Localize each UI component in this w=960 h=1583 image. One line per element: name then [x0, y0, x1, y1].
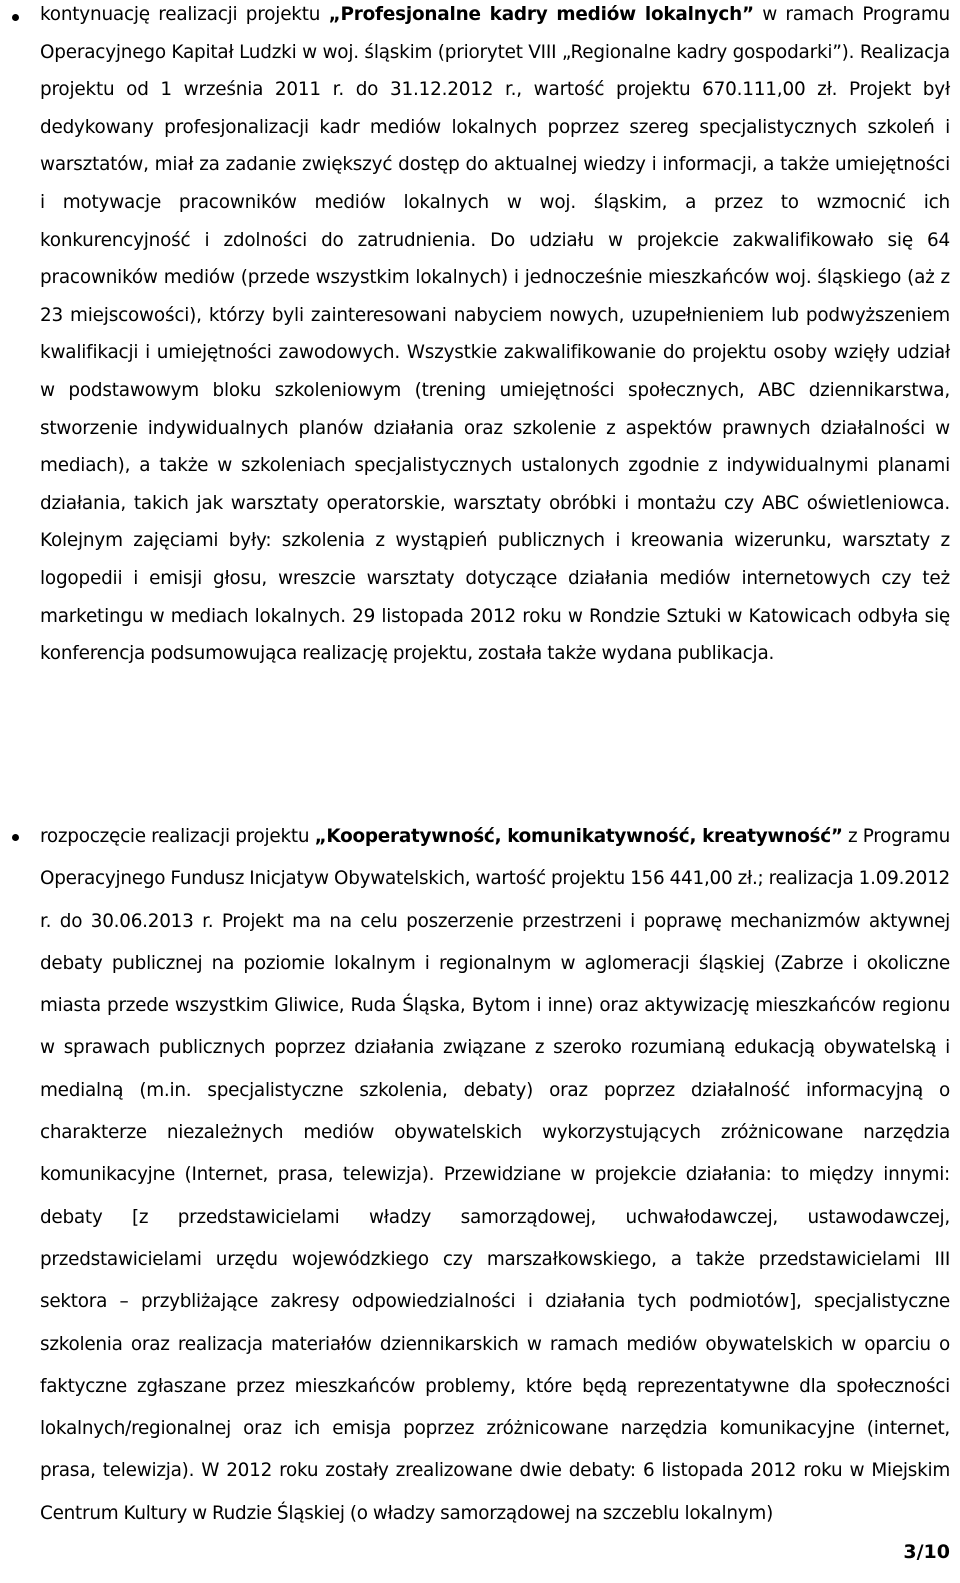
item-intro: rozpoczęcie realizacji projektu [40, 826, 315, 847]
bullet-icon [12, 834, 19, 841]
bullet-icon [12, 14, 19, 21]
paragraph-kooperatywnosc [40, 816, 950, 1535]
project-title: „Profesjonalne kadry mediów lokalnych” [328, 4, 754, 25]
page-number: 3/10 [903, 1541, 950, 1563]
project-title: „Kooperatywność, komunikatywność, kreatywność” [314, 826, 843, 847]
paragraph-profesjonalne-kadry [40, 0, 950, 673]
item-body: w ramach Programu Operacyjnego Kapitał Ludzki w woj. śląskim (priorytet VIII „Regionalne kadry gospodarki”). Realizacja projektu od 1 września 2011 r. do 31.12.2012 r., wartość projektu 670.111,00 zł. Projekt był dedykowany profesjonalizacji kadr mediów lokalnych poprzez szereg specjalistycznych szkoleń i warsztatów, miał za zadanie zwiększyć dostęp do aktualnej wiedzy i informacji, a także umiejętności i motywacje pracowników mediów lokalnych w woj. śląskim, a przez to wzmocnić ich konkurencyjność i zdolności do zatrudnienia. Do udziału w projekcie zakwalifikowało się 64 pracowników mediów (przede wszystkim lokalnych) i jednocześnie mieszkańców woj. śląskiego (aż z 23 miejscowości), którzy byli zainteresowani nabyciem nowych, uzupełnieniem lub podwyższeniem kwalifikacji i umiejętności zawodowych. Wszystkie zakwalifikowanie do projektu osoby wzięły udział w podstawowym bloku szkoleniowym (trening umiejętności społecznych, ABC dziennikarstwa, stworzenie indywidualnych planów działania oraz szkolenie z aspektów prawnych działalności w mediach), a także w szkoleniach specjalistycznych ustalonych zgodnie z indywidualnymi planami działania, takich jak warsztaty operatorskie, warsztaty obróbki i montażu czy ABC oświetleniowca. Kolejnym zajęciami były: szkolenia z wystąpień publicznych i kreowania wizerunku, warsztaty z logopedii i emisji głosu, wreszcie warsztaty dotyczące działania mediów internetowych czy też marketingu w mediach lokalnych. 29 listopada 2012 roku w Rondzie Sztuki w Katowicach odbyła się konferencja podsumowująca realizację projektu, została także wydana publikacja. [40, 4, 950, 665]
item-intro: kontynuację realizacji projektu [40, 4, 329, 25]
item-body: z Programu Operacyjnego Fundusz Inicjatyw Obywatelskich, wartość projektu 156 441,00 zł.; realizacja 1.09.2012 r. do 30.06.2013 r. Projekt ma na celu poszerzenie przestrzeni i poprawę mechanizmów aktywnej debaty publicznej na poziomie lokalnym i regionalnym w aglomeracji śląskiej (Zabrze i okoliczne miasta przede wszystkim Gliwice, Ruda Śląska, Bytom i inne) oraz aktywizację mieszkańców regionu w sprawach publicznych poprzez działania związane z szeroko rozumianą edukacją obywatelską i medialną (m.in. specjalistyczne szkolenia, debaty) oraz poprzez działalność informacyjną o charakterze niezależnych mediów obywatelskich wykorzystujących zróżnicowane narzędzia komunikacyjne (Internet, prasa, telewizja). Przewidziane w projekcie działania: to między innymi: debaty [z przedstawicielami władzy samorządowej, uchwałodawczej, ustawodawczej, przedstawicielami urzędu wojewódzkiego czy marszałkowskiego, a także przedstawicielami III sektora – przybliżające zakresy odpowiedzialności i działania tych podmiotów], specjalistyczne szkolenia oraz realizacja materiałów dziennikarskich w ramach mediów obywatelskich w oparciu o faktyczne zgłaszane przez mieszkańców problemy, które będą reprezentatywne dla społeczności lokalnych/regionalnej oraz ich emisja poprzez zróżnicowane narzędzia komunikacyjne (internet, prasa, telewizja). W 2012 roku zostały zrealizowane dwie debaty: 6 listopada 2012 roku w Miejskim Centrum Kultury w Rudzie Śląskiej (o władzy samorządowej na szczeblu lokalnym) [40, 826, 950, 1524]
